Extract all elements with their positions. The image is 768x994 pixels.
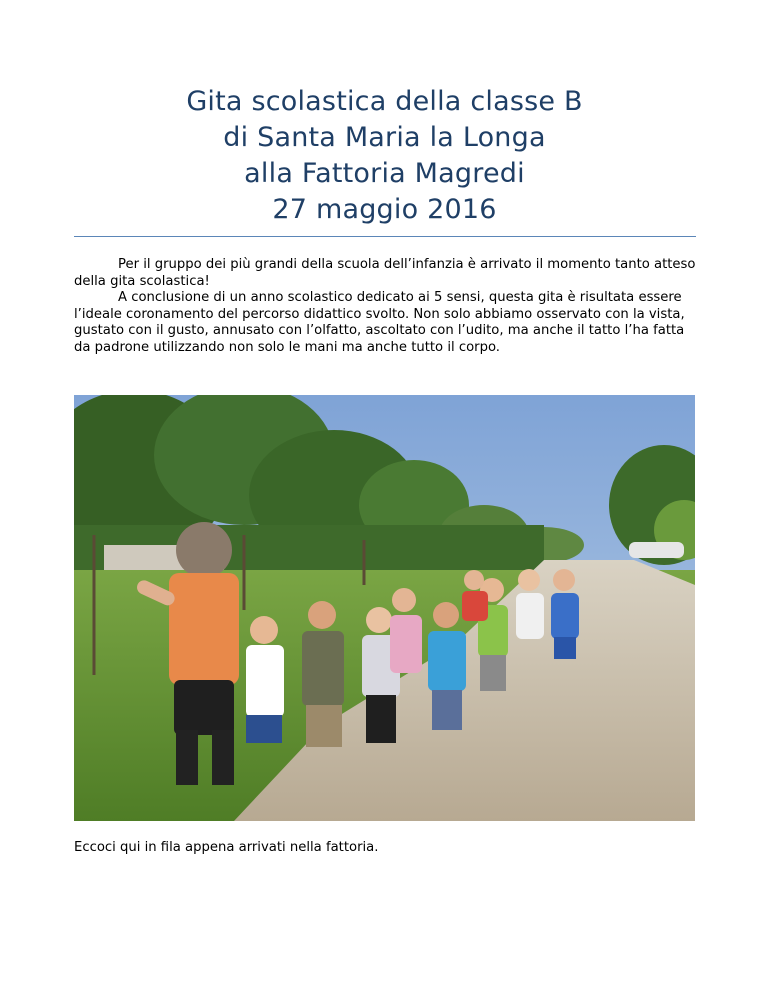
parked-car bbox=[629, 542, 684, 558]
title-line-2: di Santa Maria la Longa bbox=[223, 122, 546, 153]
photo-illustration bbox=[74, 395, 695, 821]
paragraph-2: A conclusione di un anno scolastico dedicato ai 5 sensi, questa gita è risultata essere l’ideale coronamento del percorso didattico svolto. Non solo abbiamo osservato con la vista, gustato con il gusto, annusato con l’olfatto, ascoltato con l’udito, ma anche il tatto l’ha fatta da padrone utilizzando non solo le mani ma anche tutto il corpo. bbox=[74, 290, 685, 355]
body-text bbox=[74, 257, 696, 357]
farm-trip-photo bbox=[74, 395, 695, 821]
document-title bbox=[74, 84, 695, 228]
title-line-4: 27 maggio 2016 bbox=[272, 194, 497, 225]
title-line-3: alla Fattoria Magredi bbox=[244, 158, 525, 189]
title-underline-rule bbox=[74, 236, 696, 237]
paragraph-1: Per il gruppo dei più grandi della scuola dell’infanzia è arrivato il momento tanto atteso della gita scolastica! bbox=[74, 257, 696, 289]
title-line-1: Gita scolastica della classe B bbox=[186, 86, 583, 117]
photo-caption: Eccoci qui in fila appena arrivati nella fattoria. bbox=[74, 840, 379, 855]
